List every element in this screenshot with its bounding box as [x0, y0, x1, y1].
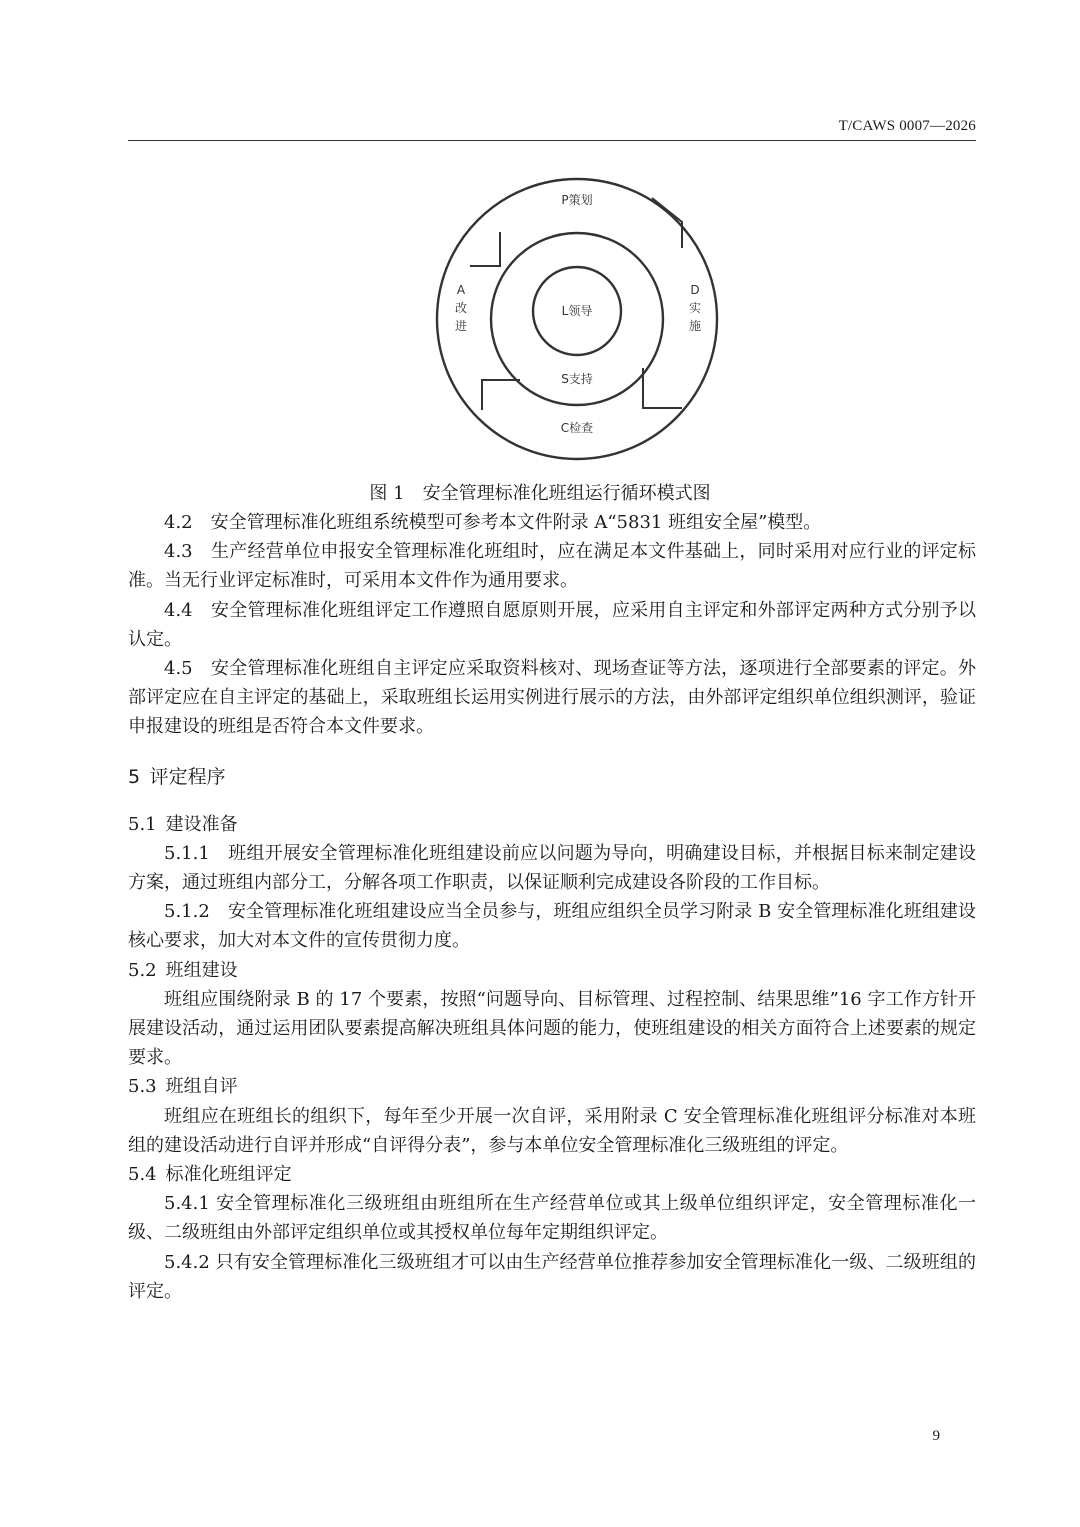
subsection-number: 5.1 [128, 813, 157, 835]
label-lead: L领导 [561, 304, 593, 318]
clause-5-1-2: 5.1.2 安全管理标准化班组建设应当全员参与，班组应组织全员学习附录 B 安全管理标准化班组建设核心要求，加大对本文件的宣传贯彻力度。 [128, 901, 976, 952]
subsection-number: 5.2 [128, 959, 157, 981]
subsection-number: 5.4 [128, 1164, 157, 1186]
label-do-2: 施 [688, 319, 702, 333]
subsection-5-1-heading [128, 810, 976, 839]
section-number: 5 [128, 765, 141, 788]
label-do-letter: D [690, 283, 700, 297]
label-check: C检查 [560, 421, 594, 435]
clause-4-3: 4.3 生产经营单位申报安全管理标准化班组时，应在满足本文件基础上，同时采用对应行业的评定标准。当无行业评定标准时，可采用本文件作为通用要求。 [128, 541, 976, 592]
cycle-arrow-bottom-right [643, 368, 682, 408]
subsection-title: 标准化班组评定 [165, 1164, 292, 1186]
clause-4-2: 4.2 安全管理标准化班组系统模型可参考本文件附录 A“5831 班组安全屋”模型。 [164, 512, 822, 533]
clause-5-1-1: 5.1.1 班组开展安全管理标准化班组建设前应以问题为导向，明确建设目标，并根据目标来制定建设方案，通过班组内部分工，分解各项工作职责，以保证顺利完成建设各阶段的工作目标。 [128, 842, 976, 894]
clause-5-4-2: 5.4.2 只有安全管理标准化三级班组才可以由生产经营单位推荐参加安全管理标准化一级、二级班组的评定。 [128, 1251, 976, 1302]
clause-4-4: 4.4 安全管理标准化班组评定工作遵照自愿原则开展，应采用自主评定和外部评定两种方式分别予以认定。 [128, 599, 976, 650]
clause-4-5: 4.5 安全管理标准化班组自主评定应采取资料核对、现场查证等方法，逐项进行全部要素的评定。外部评定应在自主评定的基础上，采取班组长运用实例进行展示的方法，由外部评定组织单位组织测评，验证申报建设的班组是否符合本文件要求。 [128, 658, 976, 738]
figure-caption: 图 1 安全管理标准化班组运行循环模式图 [369, 483, 711, 504]
subsection-5-3-heading [128, 1072, 976, 1101]
section-5-heading [128, 762, 976, 792]
clause-5-3-text: 班组应在班组长的组织下，每年至少开展一次自评，采用附录 C 安全管理标准化班组评分标准对本班组的建设活动进行自评并形成“自评得分表”，参与本单位安全管理标准化三级班组的评定。 [128, 1105, 976, 1156]
subsection-title: 建设准备 [165, 813, 238, 835]
label-do-1: 实 [688, 301, 702, 315]
subsection-title: 班组自评 [165, 1076, 238, 1098]
label-support: S支持 [561, 372, 593, 386]
label-plan: P策划 [561, 193, 593, 207]
cycle-arrow-top-left [470, 232, 500, 266]
label-act-1: 改 [454, 301, 468, 315]
page-number: 9 [932, 1428, 940, 1444]
standard-code: T/CAWS 0007—2026 [838, 118, 976, 134]
subsection-5-2-heading [128, 956, 976, 985]
pdca-cycle-diagram [430, 172, 724, 466]
outer-ring [437, 179, 717, 459]
subsection-5-4-heading [128, 1160, 976, 1189]
label-act-letter: A [456, 283, 466, 297]
clause-5-2-text: 班组应围绕附录 B 的 17 个要素，按照“问题导向、目标管理、过程控制、结果思维”16 字工作方针开展建设活动，通过运用团队要素提高解决班组具体问题的能力，使班组建设的相关方面符合上述要素的规定要求。 [128, 988, 976, 1069]
header-rule [128, 140, 976, 141]
subsection-number: 5.3 [128, 1076, 157, 1098]
cycle-arrow-bottom-left [482, 380, 520, 410]
section-title: 评定程序 [149, 765, 226, 788]
body-text [128, 508, 976, 1306]
label-act-2: 进 [454, 319, 468, 333]
subsection-title: 班组建设 [165, 959, 238, 981]
clause-5-4-1: 5.4.1 安全管理标准化三级班组由班组所在生产经营单位或其上级单位组织评定，安全管理标准化一级、二级班组由外部评定组织单位或其授权单位每年定期组织评定。 [128, 1193, 976, 1244]
